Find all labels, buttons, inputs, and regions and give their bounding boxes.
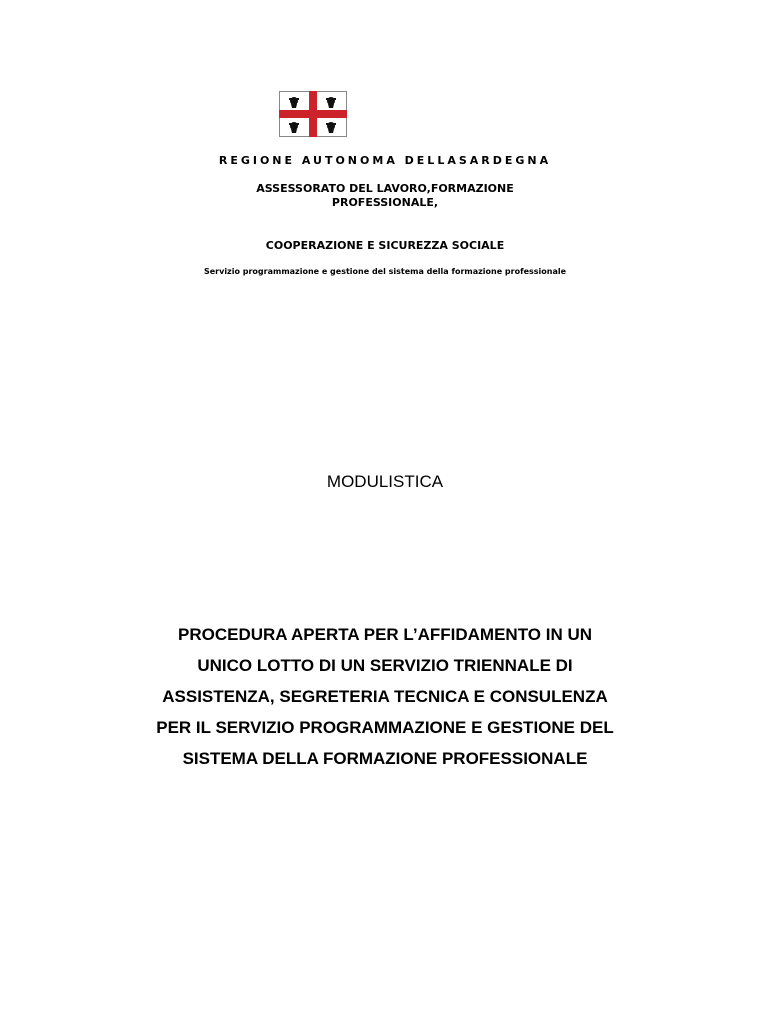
procedure-title — [0, 619, 770, 774]
procedure-title-line: UNICO LOTTO DI UN SERVIZIO TRIENNALE DI — [197, 656, 573, 675]
cooperation-name: COOPERAZIONE E SICUREZZA SOCIALE — [265, 239, 505, 252]
region-name: REGIONE AUTONOMA DELLASARDEGNA — [218, 154, 552, 167]
procedure-title-line: ASSISTENZA, SEGRETERIA TECNICA E CONSULENZA — [162, 687, 608, 706]
procedure-title-line: PROCEDURA APERTA PER L’AFFIDAMENTO IN UN — [178, 625, 592, 644]
department-line-1: ASSESSORATO DEL LAVORO,FORMAZIONE — [256, 182, 514, 195]
department-line-2: PROFESSIONALE, — [331, 196, 439, 209]
document-heading: MODULISTICA — [326, 472, 444, 491]
sardinia-four-moors-flag-icon — [279, 91, 347, 137]
procedure-title-line: SISTEMA DELLA FORMAZIONE PROFESSIONALE — [182, 749, 588, 768]
department-name — [0, 182, 770, 210]
service-name: Servizio programmazione e gestione del sistema della formazione professionale — [203, 267, 567, 276]
procedure-title-line: PER IL SERVIZIO PROGRAMMAZIONE E GESTIONE DEL — [156, 718, 614, 737]
